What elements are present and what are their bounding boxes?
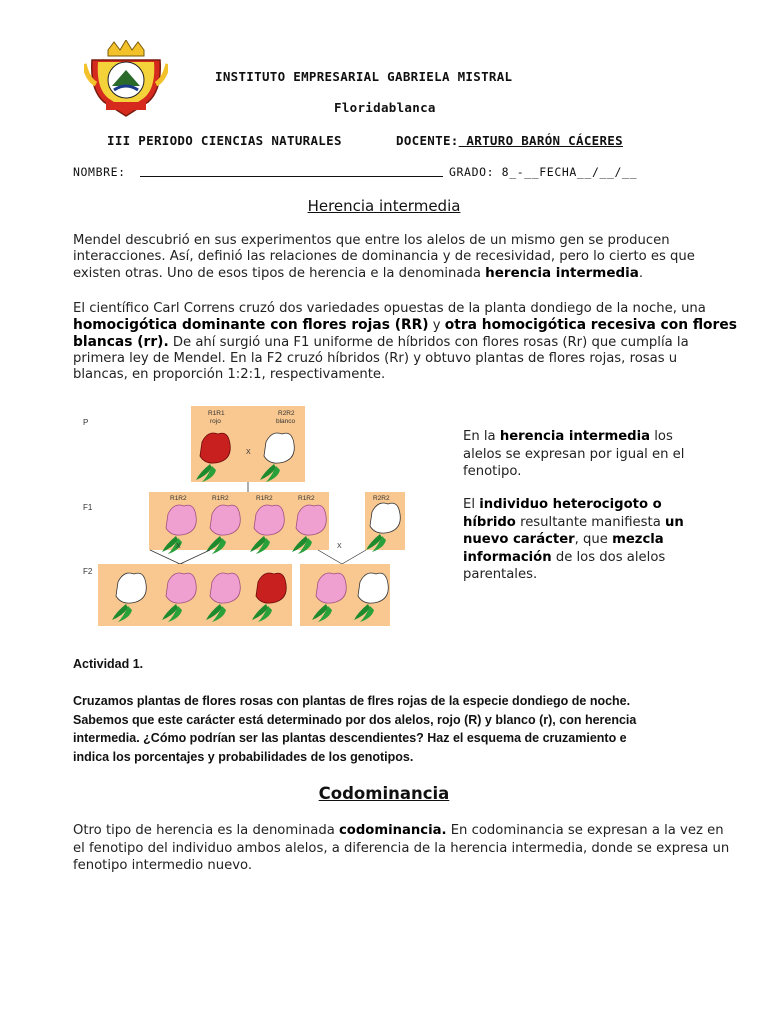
sidebar-term-b3: híbrido [463,514,516,530]
sidebar-definition [463,428,703,481]
intro-period: . [638,266,644,281]
sidebar-term-a2: herencia intermedia [499,429,651,444]
intro-term: herencia intermedia [485,265,639,281]
institute-name: INSTITUTO EMPRESARIAL GABRIELA MISTRAL [215,69,513,84]
sidebar-text-b4: resultante manifiesta [515,514,665,530]
sidebar-line-2: alelos se expresan por igual en el [463,446,685,462]
teacher-line [396,133,623,148]
correns-line-3 [73,334,703,351]
sidebar-text-b10: de los dos alelos [551,549,666,565]
f1-label-5: R2R2 [373,495,390,502]
intro-paragraph [73,233,703,282]
correns-line-5: blancas, en proporción 1:2:1, respectivamente. [73,367,386,382]
f1-right-cross-symbol: X [337,543,342,550]
school-crest-logo [84,40,168,118]
sidebar-line-8: parentales. [463,567,538,582]
gen-label-f1: F1 [83,503,93,512]
codominance-text-c: En codominancia se expresan a la vez en [446,823,724,838]
sidebar-text-b1: El [463,497,480,512]
sidebar-text-a1: En la [463,429,500,444]
correns-paragraph [73,301,737,383]
correns-dominant: homocigótica dominante con flores rojas (RR) [73,317,429,333]
codominance-line-1 [73,822,724,840]
activity-title: Actividad 1. [73,657,144,671]
f1-label-3: R1R2 [256,495,273,502]
codominance-paragraph [73,822,730,875]
section-title-herencia-intermedia: Herencia intermedia [307,197,461,215]
activity-text [73,692,713,766]
intro-line-2: interacciones. Así, definió las relaciones de dominancia y de recesividad, pero lo cierto es que [73,249,695,264]
sidebar-line-1 [463,428,703,446]
correns-white: blancas (rr). [73,334,169,350]
intro-text: existen otras. Uno de esos tipos de herencia e la denominada [73,266,486,281]
correns-line-4: primera ley de Mendel. En la F2 cruzó híbridos (Rr) y obtuvo plantas de flores rojas, rosas u [73,351,678,366]
activity-line-3: intermedia. ¿Cómo podrían ser las plantas descendientes? Haz el esquema de cruzamiento e [73,731,627,745]
grade-date-line: GRADO: 8_-__FECHA__/__/__ [449,165,638,179]
sidebar-term-b5: un [664,514,684,530]
p-right-color: blanco [276,418,296,425]
activity-line-4: indica los porcentajes y probabilidades de los genotipos. [73,749,414,764]
p-left-genotype: R1R1 [208,410,225,417]
intermediate-inheritance-diagram [80,402,410,632]
sidebar-line-5 [463,514,703,532]
teacher-label: DOCENTE: [396,133,459,148]
sidebar-line-7 [463,549,703,567]
teacher-name: ARTURO BARÓN CÁCERES [458,133,623,148]
f1-left-cross-symbol: X [176,543,181,550]
sidebar-term-b9: información [463,549,552,565]
p-cross-symbol: X [246,449,251,456]
sidebar-line-4 [463,496,703,514]
p-left-color: rojo [210,418,221,425]
sidebar-line-6 [463,531,703,549]
f1-label-2: R1R2 [212,495,229,502]
city-name: Floridablanca [334,100,436,115]
sidebar-term-b2: individuo heterocigoto o [479,497,662,512]
sidebar-heterozygote [463,496,703,584]
correns-recessive: otra homocigótica recesiva con flores [444,317,737,333]
correns-and: y [428,318,445,333]
activity-line-1: Cruzamos plantas de flores rosas con plantas de flres rojas de la especie dondiego de noche. [73,694,631,708]
codominance-line-3: fenotipo intermedio nuevo. [73,858,253,873]
correns-line-1: El científico Carl Correns cruzó dos variedades opuestas de la planta dondiego de la noche, una [73,301,706,316]
codominance-line-2: el fenotipo del individuo ambos alelos, a diferencia de la herencia intermedia, donde se expresa un [73,840,730,856]
correns-line-2 [73,317,737,334]
gen-label-f2: F2 [83,567,93,576]
name-field-line[interactable] [140,176,443,177]
codominance-text-a: Otro tipo de herencia es la denominada [73,823,339,838]
activity-line-2: Sabemos que este carácter está determinado por dos alelos, rojo (R) y blanco (r), con herencia [73,712,637,727]
p-right-genotype: R2R2 [278,410,295,417]
period-subject: III PERIODO CIENCIAS NATURALES [107,133,342,148]
correns-f1: De ahí surgió una F1 uniforme de híbridos con flores rosas (Rr) que cumplía la [168,335,689,350]
name-label: NOMBRE: [73,165,126,179]
intro-line-3 [73,265,703,282]
sidebar-text-b7: , que [574,532,613,547]
f1-label-1: R1R2 [170,495,187,502]
gen-label-p: P [83,418,89,427]
intro-line-1: Mendel descubrió en sus experimentos que entre los alelos de un mismo gen se producen [73,233,670,248]
f1-label-4: R1R2 [298,495,315,502]
sidebar-line-3: fenotipo. [463,464,522,479]
sidebar-term-b8: mezcla [612,532,664,547]
sidebar-term-b6: nuevo carácter [463,532,575,547]
codominance-term: codominancia. [338,823,447,838]
section-title-codominancia: Codominancia [318,784,450,803]
sidebar-text-a3: los [650,429,673,444]
